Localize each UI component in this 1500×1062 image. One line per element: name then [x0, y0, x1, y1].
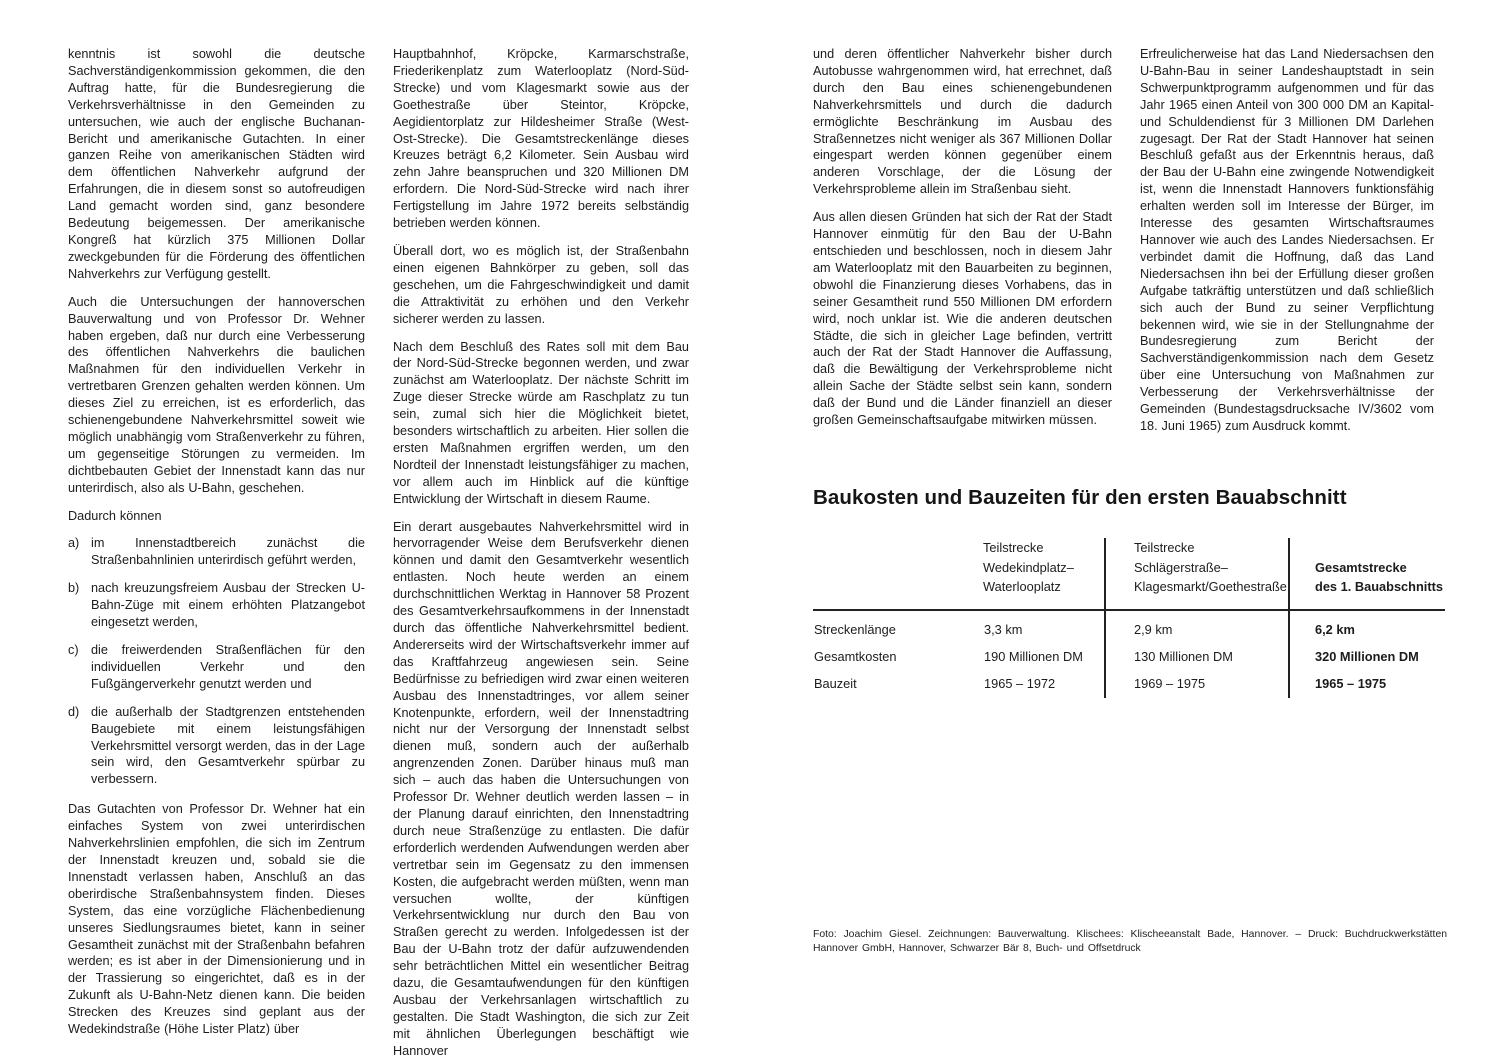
paragraph: Überall dort, wo es möglich ist, der Straßenbahn einen eigenen Bahnkörper zu geben, soll das geschehen, um die Fahrgeschwindigkeit und damit die Attraktivität zu erhöhen und den Verkehr sicherer werden zu lassen. — [393, 243, 689, 326]
paragraph: kenntnis ist sowohl die deutsche Sachverständigenkommission gekommen, die den Auftrag hatte, für die Bundesregierung die Verkehrsverhältnisse in den Gemeinden zu untersuchen, wie auch der englische Buchanan-Bericht und amerikanische Gutachten. In einer ganzen Reihe von amerikanischen Städten wird dem öffentlichen Nahverkehr aufgrund der Erfahrungen, die in diesem sonst so autofreudigen Land gemacht worden sind, ganz besondere Bedeutung beigemessen. Der amerikanische Kongreß hat kürzlich 375 Millionen Dollar zweckgebunden für die Förderung des öffentlichen Nahverkehrs zur Verfügung gestellt. — [68, 47, 365, 281]
section-title: Baukosten und Bauzeiten für den ersten Bauabschnitt — [813, 486, 1347, 509]
header-line: des 1. Bauabschnitts — [1315, 579, 1444, 594]
list-item-text: die außerhalb der Stadtgrenzen entstehenden Baugebiete mit einem leistungsfähigen Verkehrsmittel versorgt werden, das in der Lage sein wird, den Gesamtverkehr spürbar zu verbessern. — [91, 704, 365, 787]
paragraph: und deren öffentlicher Nahverkehr bisher durch Autobusse wahrgenommen wird, hat errechnet, daß durch den Bau eines schienengebundenen Nahverkehrsmittels und durch die dadurch ermöglichte Beschränkung im Ausbau des Straßennetzes nicht weniger als 367 Millionen Dollar eingespart werden können gegenüber einem anderen Vorschlage, der die Lösung der Verkehrsprobleme allein im Straßenbau sieht. — [813, 47, 1112, 197]
cell-value: 190 Millionen DM — [984, 648, 1083, 664]
list-marker: b) — [68, 581, 80, 596]
paragraph: Auch die Untersuchungen der hannoverschen Bauverwaltung und von Professor Dr. Wehner haben ergeben, daß nur durch eine Verbesserung des öffentlichen Nahverkehrs die baulichen Maßnahmen für den individuellen Verkehr in vertretbaren Grenzen gehalten werden können. Um dieses Ziel zu erreichen, ist es erforderlich, das schienengebundene Nahverkehrsmittel soweit wie möglich unabhängig vom Straßenverkehr zu führen, um gegenseitige Störungen zu vermeiden. Im dichtbebauten Gebiet der Innenstadt kann das nur unterirdisch, also als U-Bahn, geschehen. — [68, 294, 365, 495]
paragraph: Das Gutachten von Professor Dr. Wehner hat ein einfaches System von zwei unterirdischen Nahverkehrslinien empfohlen, die sich im Zentrum der Innenstadt kreuzen und, sobald sie die Innenstadt verlassen haben, Anschluß an das oberirdische Straßenbahnsystem finden. Dieses System, das eine vorzügliche Flächenbedienung unseres Siedlungsraumes bietet, kann in seiner Gesamtheit zunächst mit der Straßenbahn befahren werden; es ist aber in der Dimensionierung und in der Trassierung so eingerichtet, daß es in der Zukunft als U-Bahn-Netz dienen kann. Die beiden Strecken des Kreuzes sind geplant aus der Wedekindstraße (Höhe Lister Platz) über — [68, 802, 365, 1037]
table-row-bauzeit — [813, 665, 1445, 698]
table-row-gesamtkosten — [813, 638, 1445, 665]
cost-table — [813, 538, 1445, 698]
header-line: Klagesmarkt/Goethestraße — [1134, 579, 1287, 594]
text-column-2 — [393, 46, 689, 1062]
table-header-empty — [813, 538, 983, 610]
cell-value: 130 Millionen DM — [1105, 638, 1289, 665]
text-column-1 — [68, 46, 365, 1049]
table-header-total — [1289, 538, 1445, 610]
credits-line: Foto: Joachim Giesel. Zeichnungen: Bauverwaltung. Klischees: Klischeeanstalt Bade, Hannover. – Druck: Buchdruckwerkstätten Hannover GmbH, Hannover, Schwarzer Bär 8, Buch- und Offsetdruck — [813, 929, 1447, 954]
list-item-c — [68, 642, 365, 693]
paragraph: Aus allen diesen Gründen hat sich der Rat der Stadt Hannover einmütig für den Bau der U-Bahn entschieden und beschlossen, noch in diesem Jahr am Waterlooplatz mit den Bauarbeiten zu beginnen, obwohl die Finanzierung dieses Vorhabens, das in seiner Gesamtheit rund 550 Millionen DM erfordern wird, noch unklar ist. Wie die anderen deutschen Städte, die sich in gleicher Lage befinden, vertritt auch der Rat der Stadt Hannover die Auffassung, daß die Bewältigung der Verkehrsprobleme nicht allein Sache der Städte selbst sein kann, sondern daß der Bund und die Länder finanziell an dieser großen Gemeinschaftsaufgabe mitwirken müssen. — [813, 210, 1112, 428]
header-line: Teilstrecke — [1134, 540, 1195, 555]
cell-value: 3,3 km — [984, 621, 1023, 637]
list-item-a — [68, 535, 365, 569]
cell-value: 1969 – 1975 — [1105, 665, 1289, 698]
header-line: Waterlooplatz — [983, 579, 1061, 594]
cell-value: 1965 – 1975 — [1289, 665, 1445, 698]
list-item-text: im Innenstadtbereich zunächst die Straßenbahnlinien unterirdisch geführt werden, — [91, 536, 365, 568]
cell-value: 1965 – 1972 — [984, 675, 1056, 691]
list-intro: Dadurch können — [68, 508, 162, 523]
cell-value: 6,2 km — [1289, 610, 1445, 638]
cost-table-section — [813, 538, 1447, 698]
text-column-3 — [813, 46, 1112, 440]
text-column-4 — [1140, 46, 1434, 446]
list-item-b — [68, 580, 365, 631]
list-item-text: nach kreuzungsfreiem Ausbau der Strecken U-Bahn-Züge mit einem erhöhten Platzangebot eingesetzt werden, — [91, 581, 365, 630]
paragraph: Erfreulicherweise hat das Land Niedersachsen den U-Bahn-Bau in seiner Landeshauptstadt in sein Schwerpunktprogramm aufgenommen und für das Jahr 1965 einen Anteil von 300 000 DM an Kapital- und Schuldendienst für 3 Millionen DM Darlehen zugesagt. Der Rat der Stadt Hannover hat seinen Beschluß gefaßt aus der Erkenntnis heraus, daß der Bau der U-Bahn eine zwingende Notwendigkeit ist, wenn die Innenstadt Hannovers funktionsfähig erhalten werden soll im Interesse der Bürger, im Interesse des gesamten Wirtschaftsraumes Hannover wie auch des Landes Niedersachsen. Er verbindet damit die Hoffnung, daß das Land Niedersachsen ihn bei der Erfüllung dieser großen Aufgabe tatkräftig unterstützen und daß schließlich sich auch der Bund zu seiner Verpflichtung bekennen wird, wie sie in der Stellungnahme der Bundesregierung zum Bericht der Sachverständigenkommission nach dem Gesetz über eine Untersuchung von Maßnahmen zur Verbesserung der Verkehrsverhältnisse der Gemeinden (Bundestagsdrucksache IV/3602 vom 18. Juni 1965) zum Ausdruck kommt. — [1140, 47, 1434, 433]
header-line: Schlägerstraße– — [1134, 559, 1228, 575]
header-line: Gesamtstrecke — [1315, 559, 1407, 575]
header-line: Wedekindplatz– — [983, 559, 1074, 575]
row-label: Streckenlänge — [814, 621, 896, 637]
table-header-section-a — [983, 538, 1105, 610]
list-item-d — [68, 704, 365, 789]
list-marker: d) — [68, 704, 80, 719]
paragraph: Nach dem Beschluß des Rates soll mit dem Bau der Nord-Süd-Strecke begonnen werden, und zwar zunächst am Waterlooplatz. Der nächste Schritt im Zuge dieser Strecke würde am Raschplatz zu tun sein, zumal sich hier die Möglichkeit bietet, besonders wirtschaftlich zu arbeiten. Hier sollen die ersten Maßnahmen ergriffen werden, um den Nordteil der Innenstadt leistungsfähiger zu machen, vor allem auch im Hinblick auf die künftige Entwicklung der Wirtschaft in diesem Raume. — [393, 339, 689, 506]
list-marker: a) — [68, 536, 80, 551]
header-line: Teilstrecke — [983, 540, 1044, 555]
table-row-streckenlaenge — [813, 610, 1445, 638]
table-header-row — [813, 538, 1445, 610]
cell-value: 2,9 km — [1105, 610, 1289, 638]
list-item-text: die freiwerdenden Straßenflächen für den individuellen Verkehr und den Fußgängerverkehr genutzt werden und — [91, 643, 365, 691]
cell-value: 320 Millionen DM — [1289, 638, 1445, 665]
table-header-section-b — [1105, 538, 1289, 610]
list-marker: c) — [68, 643, 79, 657]
row-label: Bauzeit — [814, 675, 857, 691]
paragraph: Hauptbahnhof, Kröpcke, Karmarschstraße, Friederikenplatz zum Waterlooplatz (Nord-Süd-Strecke) und vom Klagesmarkt sowie aus der Goethestraße über Steintor, Kröpcke, Aegidientorplatz zur Hildesheimer Straße (West-Ost-Strecke). Die Gesamtstreckenlänge dieses Kreuzes beträgt 6,2 Kilometer. Sein Ausbau wird zehn Jahre beanspruchen und 320 Millionen DM erfordern. Die Nord-Süd-Strecke wird nach ihrer Fertigstellung im Jahre 1972 bereits selbständig betrieben werden können. — [393, 47, 689, 231]
row-label: Gesamtkosten — [814, 648, 897, 664]
paragraph: Ein derart ausgebautes Nahverkehrsmittel wird in hervorragender Weise dem Berufsverkehr dienen können und damit den Gesamtverkehr wesentlich entlasten. Noch heute werden an einem durchschnittlichen Werktag in Hannover 58 Prozent des Gesamtverkehrsaufkommens in der Innenstadt durch das öffentliche Nahverkehrsmittel bedient. Andererseits wird der Wirtschaftsverkehr immer auf das Kraftfahrzeug angewiesen sein. Seine Bedürfnisse zu befriedigen wird zwar einen weiteren Ausbau des Innenstadtringes, vor allem seiner Knotenpunkte, erfordern, weil der Innenstadtring nicht nur der Versorgung der Innenstadt selbst dienen muß, sondern auch der außerhalb angrenzenden Zonen. Darüber hinaus muß man sich – auch das haben die Untersuchungen von Professor Dr. Wehner deutlich werden lassen – in der Planung darauf einrichten, den Innenstadtring durch neue Straßenzüge zu entlasten. Die dafür erforderlich werdenden Aufwendungen werden aber vertretbar sein im Gegensatz zu den immensen Kosten, die aufgebracht werden müßten, wenn man versuchen wollte, der künftigen Verkehrsentwicklung nur durch den Bau von Straßen gerecht zu werden. Infolgedessen ist der Bau der U-Bahn trotz der dafür aufzuwendenden sehr beträchtlichen Mittel ein wesentlicher Beitrag dazu, die Gesamtaufwendungen für den künftigen Ausbau der Verkehrsanlagen wirtschaftlich zu gestalten. Die Stadt Washington, die sich zur Zeit mit ähnlichen Überlegungen beschäftigt wie Hannover — [393, 519, 689, 1058]
